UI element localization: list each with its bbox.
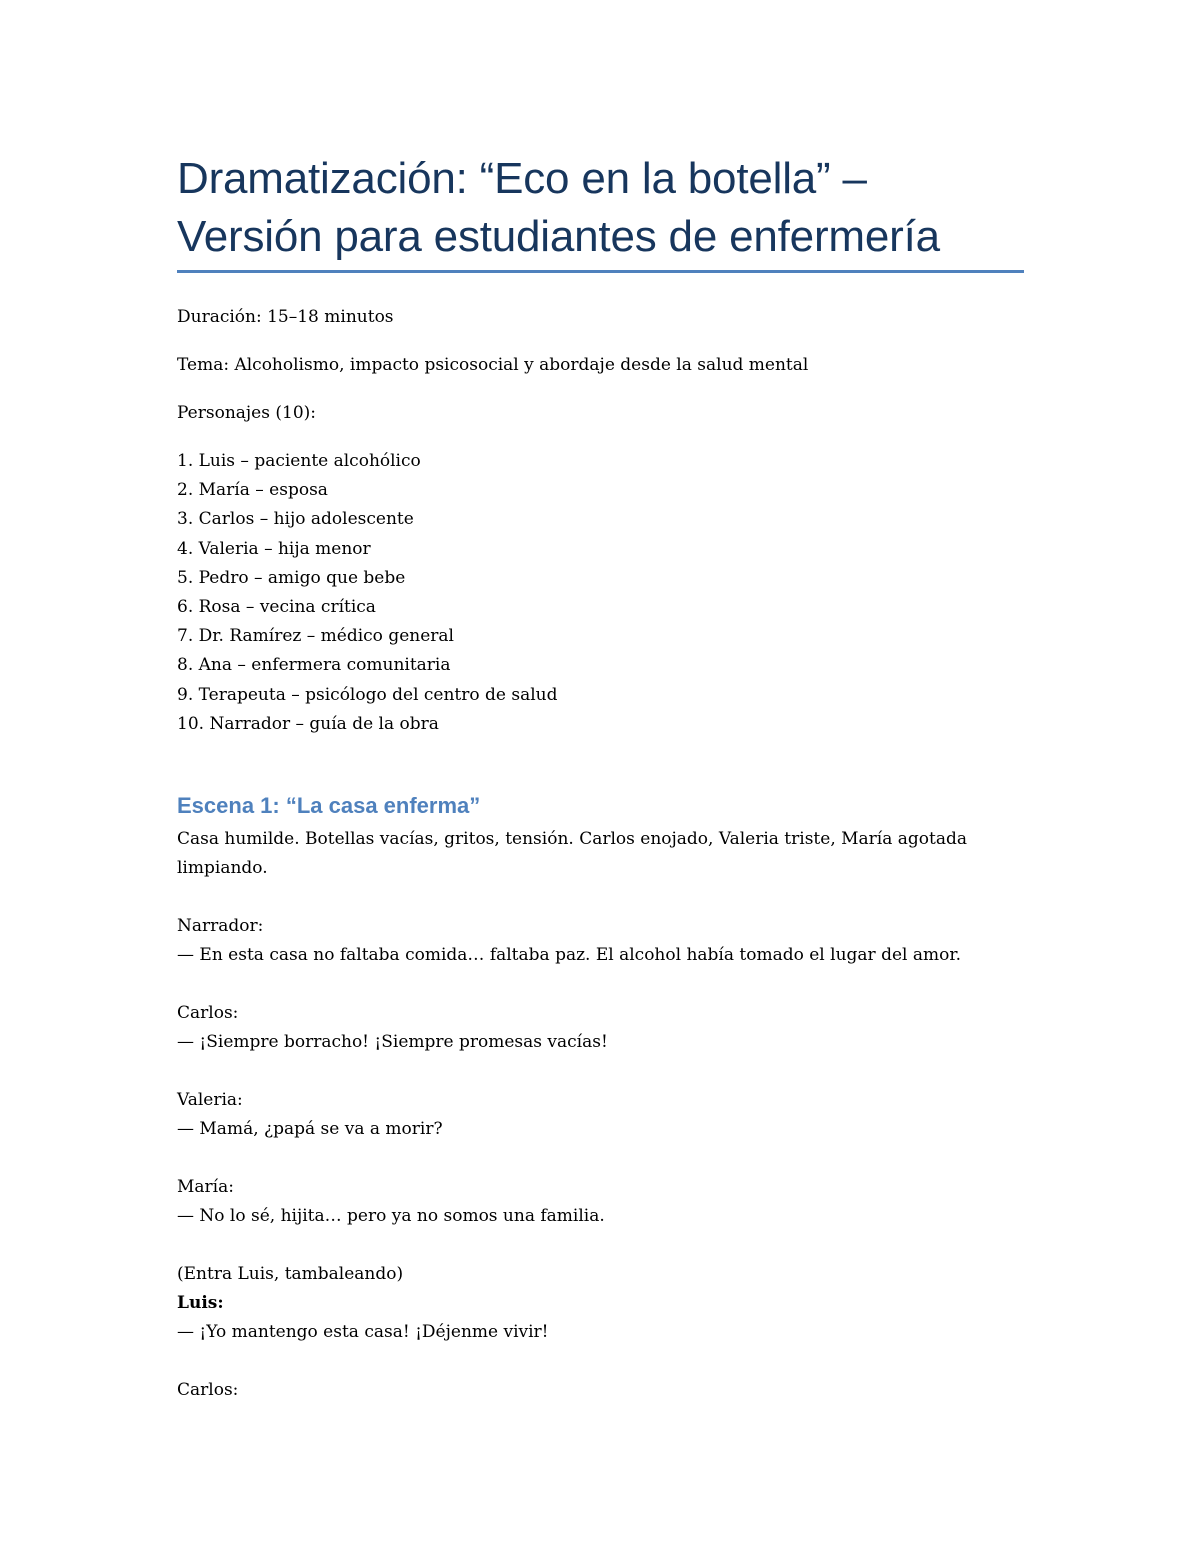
character-item: 2. María – esposa [177, 480, 328, 501]
title-underline-rule [177, 270, 1024, 273]
characters-heading: Personajes (10): [177, 403, 316, 423]
document-title [177, 150, 1024, 270]
character-item: 5. Pedro – amigo que bebe [177, 567, 406, 588]
speaker-label: Carlos: [177, 1380, 239, 1401]
character-item: 10. Narrador – guía de la obra [177, 713, 439, 734]
character-item: 4. Valeria – hija menor [177, 538, 371, 559]
characters-list [177, 447, 1024, 739]
character-item: 9. Terapeuta – psicólogo del centro de salud [177, 684, 558, 705]
topic-text: Tema: Alcoholismo, impacto psicosocial y abordaje desde la salud mental [177, 355, 809, 375]
speaker-label: Valeria: [177, 1090, 243, 1111]
character-item: 7. Dr. Ramírez – médico general [177, 626, 454, 647]
character-item: 1. Luis – paciente alcohólico [177, 451, 421, 471]
stage-direction: (Entra Luis, tambaleando) [177, 1264, 404, 1285]
character-item: 3. Carlos – hijo adolescente [177, 509, 414, 530]
dialogue-line: — ¡Yo mantengo esta casa! ¡Déjenme vivir! [177, 1322, 549, 1343]
scene-1-heading: Escena 1: “La casa enferma” [177, 793, 481, 819]
speaker-label: Carlos: [177, 1003, 239, 1024]
document-page [177, 150, 1024, 1405]
dialogue-line: — ¡Siempre borracho! ¡Siempre promesas vacías! [177, 1032, 608, 1053]
speaker-label: Luis: [177, 1293, 224, 1314]
dialogue-maria [177, 1173, 1024, 1231]
character-item: 8. Ana – enfermera comunitaria [177, 655, 451, 676]
title-line-2: Versión para estudiantes de enfermería [177, 212, 940, 261]
title-line-1: Dramatización: “Eco en la botella” – [177, 154, 867, 203]
speaker-label: María: [177, 1177, 234, 1198]
duration-text: Duración: 15–18 minutos [177, 307, 394, 327]
dialogue-carlos-2 [177, 1376, 1024, 1405]
scene-1-description: Casa humilde. Botellas vacías, gritos, tensión. Carlos enojado, Valeria triste, María agotada limpiando. [177, 829, 968, 879]
dialogue-line: — No lo sé, hijita… pero ya no somos una familia. [177, 1206, 605, 1227]
character-item: 6. Rosa – vecina crítica [177, 597, 376, 618]
dialogue-line: — En esta casa no faltaba comida… faltaba paz. El alcohol había tomado el lugar del amor. [177, 945, 962, 966]
dialogue-valeria [177, 1086, 1024, 1144]
dialogue-line: — Mamá, ¿papá se va a morir? [177, 1119, 443, 1140]
dialogue-carlos [177, 999, 1024, 1057]
dialogue-luis [177, 1260, 1024, 1347]
speaker-label: Narrador: [177, 916, 264, 937]
dialogue-narrador [177, 912, 1024, 970]
